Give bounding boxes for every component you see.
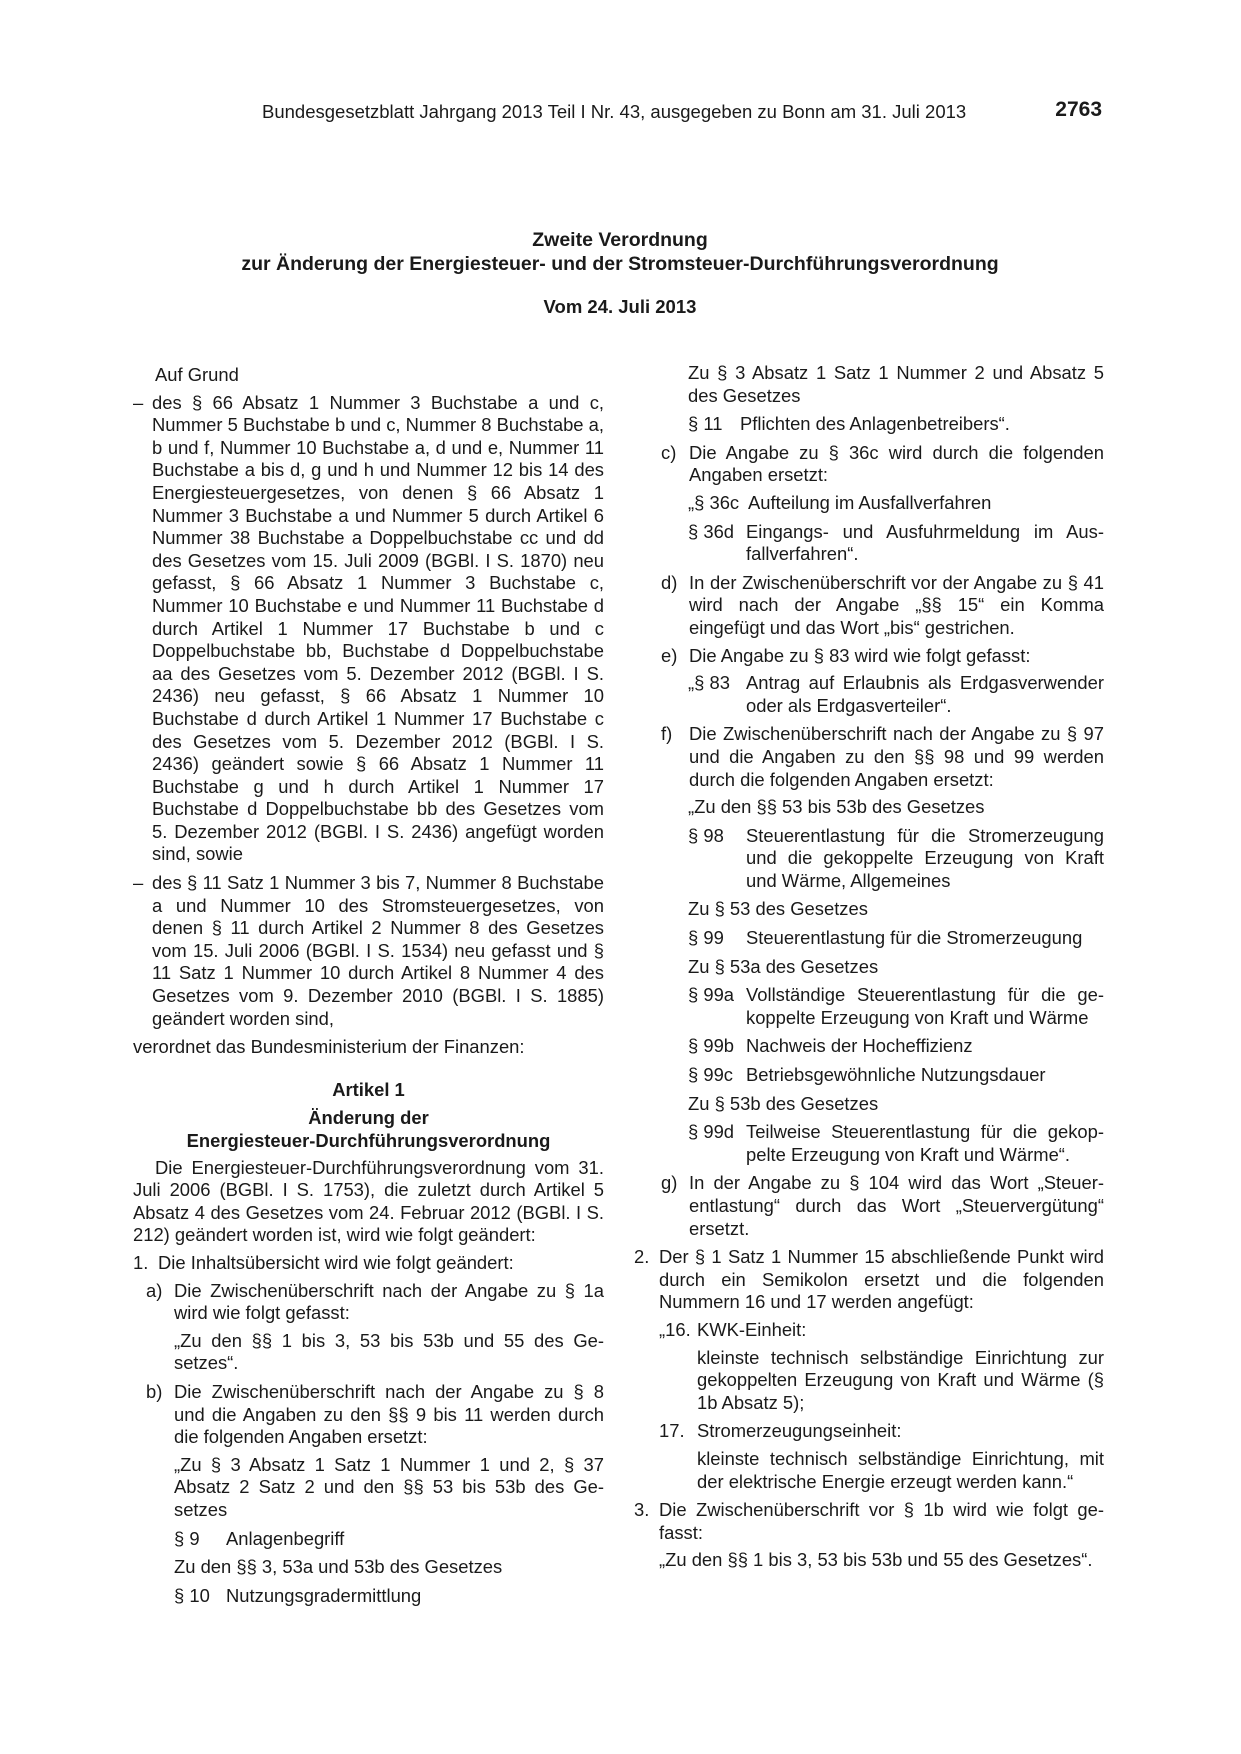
paragraph-text: Steuerentlastung für die Stromerzeugung xyxy=(746,927,1083,949)
paragraph-code: § 11 xyxy=(688,413,723,435)
list-item xyxy=(133,1252,604,1275)
paragraph-entry xyxy=(688,1064,1104,1087)
title-line-1: Zweite Verordnung xyxy=(532,229,708,251)
item-text: Die Zwischenüberschrift nach der Angabe zu § 8 und die Angaben zu den §§ 9 bis 11 werden durch die folgenden Angaben ersetzt: xyxy=(174,1380,604,1448)
subitems xyxy=(133,1280,604,1608)
list-item xyxy=(661,1172,1104,1240)
list-item xyxy=(661,442,1104,487)
quote-block xyxy=(146,1454,604,1608)
document-title xyxy=(130,228,1110,276)
quote-block xyxy=(661,672,1104,717)
paragraph-code: § 99c xyxy=(688,1064,733,1086)
item-text: Die Angabe zu § 83 wird wie folgt gefasst: xyxy=(689,644,1031,666)
sub-heading: „Zu den §§ 53 bis 53b des Gesetzes xyxy=(688,796,985,818)
article-title-line-2: Energiesteuer-Durchführungsverordnung xyxy=(186,1130,551,1151)
list-item xyxy=(146,1280,604,1325)
paragraph-entry xyxy=(688,1121,1104,1166)
item-text: In der Zwischenüberschrift vor der Angabe zu § 41 wird nach der Angabe „§§ 15“ ein Komma eingefügt und das Wort „bis“ gestrichen. xyxy=(689,571,1104,638)
title-line-2: zur Änderung der Energiesteuer- und der Stromsteuer-Durchführungsverordnung xyxy=(241,253,999,275)
paragraph-text: Aufteilung im Ausfallverfahren xyxy=(748,491,992,513)
paragraph-entry xyxy=(688,492,1104,515)
quote-block xyxy=(661,492,1104,566)
item-text: Die Zwischenüberschrift nach der Angabe zu § 1a wird wie folgt gefasst: xyxy=(174,1279,604,1324)
intro-text: Auf Grund xyxy=(155,364,239,385)
paragraph-code: § 98 xyxy=(688,824,724,846)
definition-number: 17. xyxy=(659,1420,685,1442)
right-column xyxy=(634,362,1104,1572)
paragraph-text: Nachweis der Hocheffizienz xyxy=(746,1035,973,1057)
definition-number: „16. xyxy=(659,1318,691,1340)
article-body: Die Energiesteuer-Durchführungsverordnung vom 31. Juli 2006 (BGBl. I S. 1753), die zuletzt durch Artikel 5 Absatz 4 des Gesetzes vom 24. Februar 2012 (BGBl. I S. 212) geändert worden ist, wird wie folgt geändert: xyxy=(133,1156,604,1246)
item-letter: a) xyxy=(146,1279,163,1301)
definition-entry xyxy=(659,1319,1104,1342)
paragraph-code: § 10 xyxy=(174,1584,210,1606)
paragraph-entry xyxy=(688,672,1104,717)
list-item xyxy=(661,645,1104,668)
paragraph-text: Antrag auf Erlaubnis als Erdgasverwender oder als Erdgasverteiler“. xyxy=(746,672,1104,716)
enacting-clause: verordnet das Bundesministerium der Finanzen: xyxy=(133,1036,525,1058)
item-text: In der Angabe zu § 104 wird das Wort „Steuerentlastung“ durch das Wort „Steuervergütung“ ersetzt. xyxy=(689,1172,1104,1239)
quote-text: „Zu den §§ 1 bis 3, 53 bis 53b und 55 des Gesetzes“. xyxy=(174,1329,604,1374)
paragraph-text: Betriebsgewöhnliche Nutzungsdauer xyxy=(746,1064,1046,1086)
sub-heading: Zu § 53a des Gesetzes xyxy=(688,955,879,977)
paragraph-code: „§ 36c xyxy=(688,491,740,513)
list-item xyxy=(146,1381,604,1449)
definition-entry xyxy=(659,1420,1104,1443)
paragraph-text: Pflichten des Anlagenbetreibers“. xyxy=(740,413,1010,435)
item-letter: b) xyxy=(146,1380,163,1402)
item-number: 1. xyxy=(133,1251,149,1273)
running-header: Bundesgesetzblatt Jahrgang 2013 Teil I Nr. 43, ausgegeben zu Bonn am 31. Juli 2013 xyxy=(262,101,967,122)
paragraph-entry xyxy=(688,413,1104,436)
definition-title: Stromerzeugungseinheit: xyxy=(697,1420,902,1442)
sub-heading: Zu § 53 des Gesetzes xyxy=(688,898,868,920)
paragraph-text: Anlagenbegriff xyxy=(226,1527,345,1549)
paragraph-entry xyxy=(174,1528,604,1551)
left-column xyxy=(133,364,604,1607)
paragraph-text: Steuerentlastung für die Stromerzeugung und die gekoppelte Erzeugung von Kraft und Wärme, Allgemeines xyxy=(746,824,1104,891)
item-letter: g) xyxy=(661,1172,678,1194)
paragraph-text: Vollständige Steuerentlastung für die gekoppelte Erzeugung von Kraft und Wärme xyxy=(746,984,1104,1028)
item-number: 2. xyxy=(634,1246,650,1268)
list-item xyxy=(133,392,604,866)
item-text: Die Inhaltsübersicht wird wie folgt geändert: xyxy=(158,1251,514,1273)
item-letter: e) xyxy=(661,644,678,666)
dash-marker: – xyxy=(133,391,144,413)
definition-text: kleinste technisch selbständige Einrichtung, mit der elektrische Energie erzeugt werden kann.“ xyxy=(697,1447,1104,1492)
paragraph-code: „§ 83 xyxy=(688,672,730,694)
paragraph-text: Teilweise Steuerentlastung für die gekoppelte Erzeugung von Kraft und Wärme“. xyxy=(746,1121,1104,1165)
paragraph-code: § 99d xyxy=(688,1121,735,1143)
list-item xyxy=(634,1499,1104,1544)
item-text: Die Angabe zu § 36c wird durch die folgenden Angaben ersetzt: xyxy=(689,441,1104,486)
legal-basis-2: des § 11 Satz 1 Nummer 3 bis 7, Nummer 8 Buchstabe a und Nummer 10 des Stromsteuergesetzes, von denen § 11 durch Artikel 2 Nummer 8 des Gesetzes vom 15. Juli 2006 (BGBl. I S. 1534) neu gefasst und § 11 Satz 1 Nummer 10 durch Artikel 8 Nummer 4 des Gesetzes vom 9. Dezember 2010 (BGBl. I S. 1885) geändert worden sind, xyxy=(152,872,604,1029)
item-letter: d) xyxy=(661,571,678,593)
paragraph-entry xyxy=(688,521,1104,566)
paragraph-code: § 99 xyxy=(688,927,724,949)
paragraph-code: § 99b xyxy=(688,1035,735,1057)
item-text: Die Zwischenüberschrift nach der Angabe zu § 97 und die Angaben zu den §§ 98 und 99 werden durch die folgenden Angaben ersetzt: xyxy=(689,723,1104,790)
quote-block xyxy=(661,796,1104,1166)
document-date: Vom 24. Juli 2013 xyxy=(543,296,697,317)
definition-text: kleinste technisch selbständige Einrichtung zur gekoppelten Erzeugung von Kraft und Wärme (§ 1b Absatz 5); xyxy=(697,1346,1104,1413)
article-heading: Artikel 1 xyxy=(332,1078,405,1100)
page-number: 2763 xyxy=(1055,98,1102,121)
paragraph-code: § 99a xyxy=(688,984,735,1006)
item-number: 3. xyxy=(634,1499,650,1521)
paragraph-entry xyxy=(174,1585,604,1608)
sub-heading: Zu § 3 Absatz 1 Satz 1 Nummer 2 und Absatz 5 des Gesetzes xyxy=(688,362,1104,406)
dash-marker: – xyxy=(133,872,144,894)
definitions xyxy=(634,1319,1104,1493)
paragraph-code: § 9 xyxy=(174,1527,200,1549)
paragraph-code: § 36d xyxy=(688,520,735,542)
quote-text: „Zu § 3 Absatz 1 Satz 1 Nummer 1 und 2, § 37 Absatz 2 Satz 2 und den §§ 53 bis 53b des Gesetzes xyxy=(174,1453,604,1520)
list-item xyxy=(661,723,1104,791)
list-item xyxy=(634,1246,1104,1314)
paragraph-entry xyxy=(688,825,1104,893)
paragraph-entry xyxy=(688,984,1104,1029)
article-title-line-1: Änderung der xyxy=(308,1107,429,1129)
paragraph-text: Nutzungsgradermittlung xyxy=(226,1584,422,1606)
item-text: Der § 1 Satz 1 Nummer 15 abschließende Punkt wird durch ein Semikolon ersetzt und die folgenden Nummern 16 und 17 werden angefügt: xyxy=(659,1246,1104,1313)
quote-block xyxy=(661,362,1104,436)
legal-basis-1: des § 66 Absatz 1 Nummer 3 Buchstabe a und c, Nummer 5 Buchstabe b und c, Nummer 8 Buchstabe a, b und f, Nummer 10 Buchstabe a, d und e, Nummer 11 Buchstabe a bis d, g und h und Nummer 12 bis 14 des Energiesteuergesetzes, von denen § 66 Absatz 1 Nummer 3 Buchstabe a und Nummer 5 durch Artikel 6 Nummer 38 Buchstabe a Doppelbuchstabe cc und dd des Gesetzes vom 15. Juli 2009 (BGBl. I S. 1870) neu gefasst, § 66 Absatz 1 Nummer 3 Buchstabe c, Nummer 10 Buchstabe e und Nummer 11 Buchstabe d durch Artikel 1 Nummer 17 Buchstabe b und c Doppelbuchstabe bb, Buchstabe d Doppelbuchstabe aa des Gesetzes vom 5. Dezember 2012 (BGBl. I S. 2436) neu gefasst, § 66 Absatz 1 Nummer 10 Buchstabe d durch Artikel 1 Nummer 17 Buchstabe c des Gesetzes vom 5. Dezember 2012 (BGBl. I S. 2436) geändert sowie § 66 Absatz 1 Nummer 11 Buchstabe g und h durch Artikel 1 Nummer 17 Buchstabe d Doppelbuchstabe bb des Gesetzes vom 5. Dezember 2012 (BGBl. I S. 2436) angefügt worden sind, sowie xyxy=(152,391,604,865)
paragraph-text: Eingangs- und Ausfuhrmeldung im Ausfallverfahren“. xyxy=(746,520,1104,565)
item-letter: f) xyxy=(661,723,673,745)
item-text: Die Zwischenüberschrift vor § 1b wird wie folgt gefasst: xyxy=(659,1499,1104,1543)
list-item xyxy=(661,572,1104,640)
paragraph-entry xyxy=(688,927,1104,950)
sub-heading: Zu § 53b des Gesetzes xyxy=(688,1092,879,1114)
quote-text: „Zu den §§ 1 bis 3, 53 bis 53b und 55 des Gesetzes“. xyxy=(659,1549,1093,1571)
paragraph-entry xyxy=(688,1035,1104,1058)
definition-title: KWK-Einheit: xyxy=(697,1318,807,1340)
item-letter: c) xyxy=(661,441,677,463)
list-item xyxy=(133,872,604,1030)
sub-heading: Zu den §§ 3, 53a und 53b des Gesetzes xyxy=(174,1556,503,1578)
numbered-section xyxy=(634,1246,1104,1572)
